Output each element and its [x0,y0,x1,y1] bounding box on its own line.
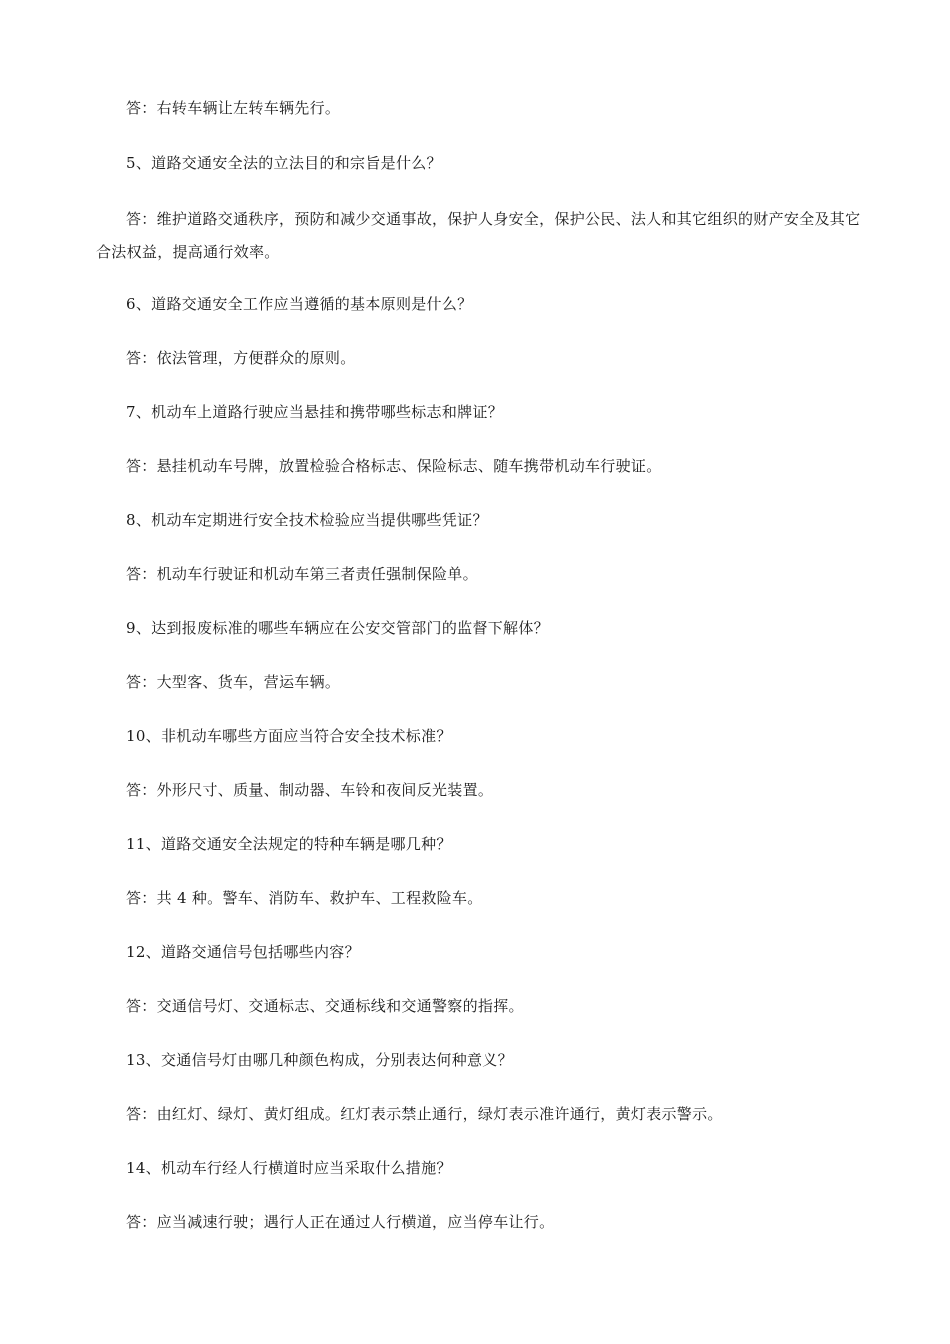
question-10: 10、非机动车哪些方面应当符合安全技术标准？ [126,727,452,745]
question-11: 11、道路交通安全法规定的特种车辆是哪几种？ [126,835,452,853]
question-14: 14、机动车行经人行横道时应当采取什么措施？ [126,1159,452,1177]
question-13: 13、交通信号灯由哪几种颜色构成，分别表达何种意义？ [126,1051,513,1069]
answer-11: 答：共 4 种。警车、消防车、救护车、工程救险车。 [126,889,483,907]
answer-9: 答：大型客、货车，营运车辆。 [126,673,341,691]
answer-7: 答：悬挂机动车号牌，放置检验合格标志、保险标志、随车携带机动车行驶证。 [126,457,662,475]
answer-4: 答：右转车辆让左转车辆先行。 [126,99,341,117]
question-9: 9、达到报废标准的哪些车辆应在公安交管部门的监督下解体？ [126,619,549,637]
answer-6: 答：依法管理，方便群众的原则。 [126,349,356,367]
answer-10: 答：外形尺寸、质量、制动器、车铃和夜间反光装置。 [126,781,494,799]
question-8: 8、机动车定期进行安全技术检验应当提供哪些凭证？ [126,511,488,529]
answer-12: 答：交通信号灯、交通标志、交通标线和交通警察的指挥。 [126,997,524,1015]
question-12: 12、道路交通信号包括哪些内容？ [126,943,360,961]
answer-13: 答：由红灯、绿灯、黄灯组成。红灯表示禁止通行，绿灯表示准许通行，黄灯表示警示。 [126,1105,723,1123]
question-6: 6、道路交通安全工作应当遵循的基本原则是什么？ [126,295,473,313]
answer-8: 答：机动车行驶证和机动车第三者责任强制保险单。 [126,565,478,583]
question-7: 7、机动车上道路行驶应当悬挂和携带哪些标志和牌证？ [126,403,504,421]
question-5: 5、道路交通安全法的立法目的和宗旨是什么？ [126,154,442,172]
answer-5: 答：维护道路交通秩序，预防和减少交通事故，保护人身安全，保护公民、法人和其它组织的财产安全及其它合法权益，提高通行效率。 [96,210,861,261]
answer-14: 答：应当减速行驶；遇行人正在通过人行横道，应当停车让行。 [126,1213,555,1231]
